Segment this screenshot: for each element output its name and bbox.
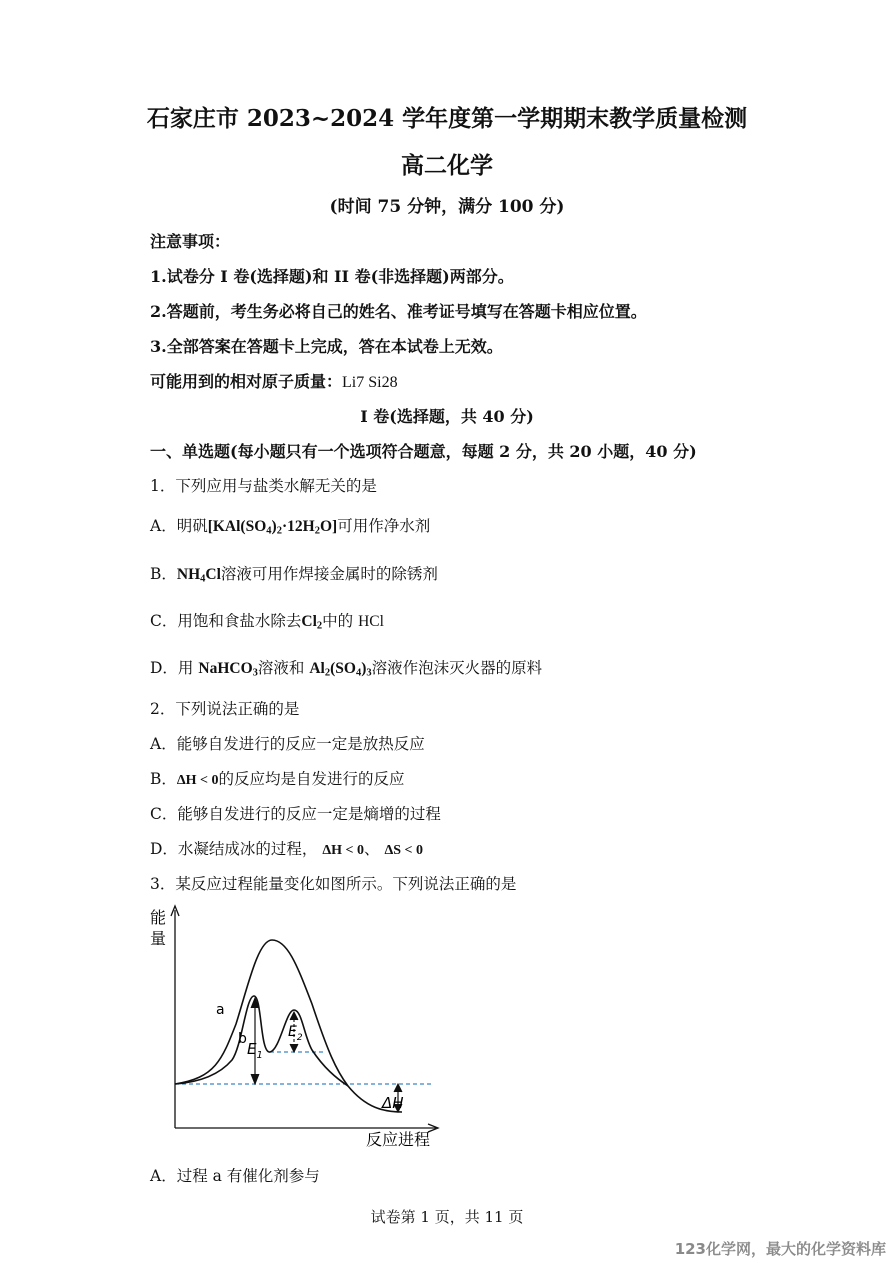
page-number: 试卷第 1 页，共 11 页	[370, 1208, 524, 1226]
q2-option-a: A．能够自发进行的反应一定是放热反应	[150, 735, 425, 753]
dh-label: ΔH	[382, 1094, 404, 1112]
q2-b-formula: ΔH < 0	[176, 773, 219, 788]
q1-b-formula: $NH_4Cl$	[176, 566, 221, 585]
dh-arrow-up-icon	[394, 1084, 402, 1092]
q3-stem: 3．某反应过程能量变化如图所示。下列说法正确的是	[150, 875, 517, 893]
exam-time-info: (时间 75 分钟，满分 100 分)	[329, 197, 565, 217]
q2-stem: 2．下列说法正确的是	[150, 700, 300, 718]
q2-option-d: D．水凝结成冰的过程， ΔH < 0、 ΔS < 0	[150, 840, 424, 858]
q1-option-c: C．用饱和食盐水除去$Cl_2$中的 HCl	[150, 612, 384, 632]
atomic-mass-line	[150, 369, 398, 392]
e1-label: $E_1$	[247, 1040, 263, 1061]
q2-option-c: C．能够自发进行的反应一定是熵增的过程	[150, 805, 441, 823]
watermark-text: 123化学网，最大的化学资料库	[674, 1240, 886, 1258]
section-heading: 一、单选题(每小题只有一个选项符合题意，每题 2 分，共 20 小题，40 分)	[150, 442, 697, 461]
notes-heading: 注意事项：	[150, 232, 231, 251]
exam-subject: 高二化学	[401, 152, 493, 179]
curve-b	[175, 996, 348, 1086]
q1-option-b: B．$NH_4Cl$溶液可用作焊接金属时的除锈剂	[150, 565, 438, 585]
part-title: I 卷(选择题，共 40 分)	[360, 407, 534, 426]
y-axis-label-2: 量	[150, 929, 167, 948]
q1-option-a: A．明矾$[KAl(SO_4)_2\cdot 12H_2O]$可用作净水剂	[150, 517, 431, 537]
note-item-3: 3.全部答案在答题卡上完成，答在本试卷上无效。	[150, 337, 503, 356]
energy-diagram	[140, 900, 450, 1160]
atomic-mass-values: Li7 Si28	[342, 374, 398, 391]
x-axis-label: 反应进程	[366, 1130, 431, 1149]
q3-option-a: A．过程 a 有催化剂参与	[150, 1167, 320, 1185]
exam-title: 石家庄市 2023~2024 学年度第一学期期末教学质量检测	[146, 105, 748, 132]
e1-arrow-down-icon	[251, 1074, 259, 1084]
curve-a-label: a	[216, 1002, 225, 1018]
q1-d-formula-1: NaHCO$_3$	[198, 660, 258, 679]
q1-a-formula: $[KAl(SO_4)_2\cdot 12H_2O]$	[207, 518, 338, 537]
q1-d-formula-2: $Al_2(SO_4)_3$	[309, 660, 372, 679]
q1-option-d: D．用 NaHCO$_3$溶液和 $Al_2(SO_4)_3$溶液作泡沫灭火器的原料	[150, 659, 543, 679]
e2-label: $E_2$	[288, 1024, 303, 1043]
e2-arrow-down-icon	[290, 1044, 298, 1052]
q2-d-formula-1: ΔH < 0	[322, 843, 365, 858]
atomic-mass-label: 可能用到的相对原子质量：	[150, 372, 343, 391]
q2-option-b: B．ΔH < 0的反应均是自发进行的反应	[150, 770, 405, 788]
q1-c-formula: $Cl_2$	[301, 613, 323, 632]
q2-d-formula-2: ΔS < 0	[384, 843, 424, 858]
note-item-2: 2.答题前，考生务必将自己的姓名、准考证号填写在答题卡相应位置。	[150, 302, 647, 321]
q1-stem: 1．下列应用与盐类水解无关的是	[150, 477, 377, 495]
curve-b-label: b	[238, 1031, 247, 1047]
e2-arrow-up-icon	[290, 1012, 298, 1020]
note-item-1: 1.试卷分 I 卷(选择题)和 II 卷(非选择题)两部分。	[150, 267, 514, 286]
y-axis-label-1: 能	[150, 908, 167, 927]
